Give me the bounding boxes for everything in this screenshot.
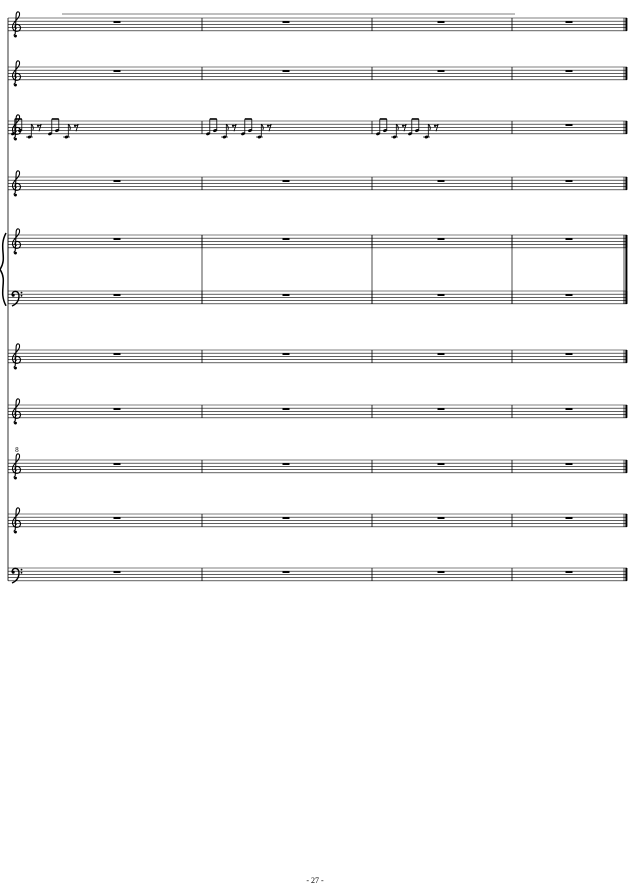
whole-rest-icon: [438, 353, 445, 355]
whole-rest-icon: [438, 21, 445, 23]
staff-10: [8, 508, 627, 533]
whole-rest-icon: [566, 21, 573, 23]
whole-rest-icon: [283, 238, 290, 240]
whole-rest-icon: [438, 238, 445, 240]
final-barline-thick: [625, 514, 627, 527]
note-group: [408, 119, 438, 139]
final-barline-thick: [625, 460, 627, 473]
whole-rest-icon: [283, 517, 290, 519]
final-barline-thick: [625, 121, 627, 134]
page-number: - 27 -: [306, 876, 324, 885]
whole-rest-icon: [566, 408, 573, 410]
final-barline-thick: [625, 67, 627, 80]
piano-lower: [8, 291, 627, 306]
staff-3: [8, 115, 627, 140]
whole-rest-icon: [438, 180, 445, 182]
whole-rest-icon: [283, 21, 290, 23]
note-group: [376, 119, 406, 139]
final-barline-thick: [625, 350, 627, 363]
whole-rest-icon: [283, 294, 290, 296]
whole-rest-icon: [114, 463, 121, 465]
staff-2: [8, 61, 627, 86]
final-barline-thick: [625, 177, 627, 190]
whole-rest-icon: [566, 463, 573, 465]
final-barline-thick: [625, 405, 627, 418]
whole-rest-icon: [283, 408, 290, 410]
whole-rest-icon: [566, 180, 573, 182]
final-barline-thick: [625, 18, 627, 31]
note-group: [48, 119, 78, 139]
staff-7: [8, 344, 627, 369]
whole-rest-icon: [114, 294, 121, 296]
whole-rest-icon: [438, 571, 445, 573]
piano-brace: [0, 233, 6, 306]
whole-rest-icon: [114, 571, 121, 573]
whole-rest-icon: [114, 21, 121, 23]
whole-rest-icon: [114, 353, 121, 355]
staff-1: [8, 12, 627, 37]
whole-rest-icon: [438, 70, 445, 72]
whole-rest-icon: [566, 238, 573, 240]
octave-mark: 8: [15, 447, 19, 454]
whole-rest-icon: [283, 353, 290, 355]
whole-rest-icon: [438, 517, 445, 519]
whole-rest-icon: [114, 517, 121, 519]
staff-4: [8, 171, 627, 196]
note-group: [241, 119, 271, 139]
final-barline-thick: [625, 568, 627, 581]
whole-rest-icon: [566, 124, 573, 126]
whole-rest-icon: [438, 408, 445, 410]
whole-rest-icon: [566, 571, 573, 573]
whole-rest-icon: [114, 408, 121, 410]
staff-9: [8, 447, 627, 479]
staff-11: [8, 568, 627, 583]
whole-rest-icon: [438, 463, 445, 465]
whole-rest-icon: [566, 70, 573, 72]
whole-rest-icon: [566, 517, 573, 519]
whole-rest-icon: [114, 238, 121, 240]
whole-rest-icon: [114, 180, 121, 182]
staff-8: [8, 399, 627, 424]
whole-rest-icon: [283, 463, 290, 465]
whole-rest-icon: [566, 294, 573, 296]
whole-rest-icon: [438, 294, 445, 296]
piano-upper: [8, 229, 627, 254]
whole-rest-icon: [283, 571, 290, 573]
whole-rest-icon: [566, 353, 573, 355]
note-group: [206, 119, 236, 139]
whole-rest-icon: [283, 180, 290, 182]
grand-staff-final-thick: [625, 235, 627, 304]
whole-rest-icon: [114, 70, 121, 72]
whole-rest-icon: [283, 70, 290, 72]
